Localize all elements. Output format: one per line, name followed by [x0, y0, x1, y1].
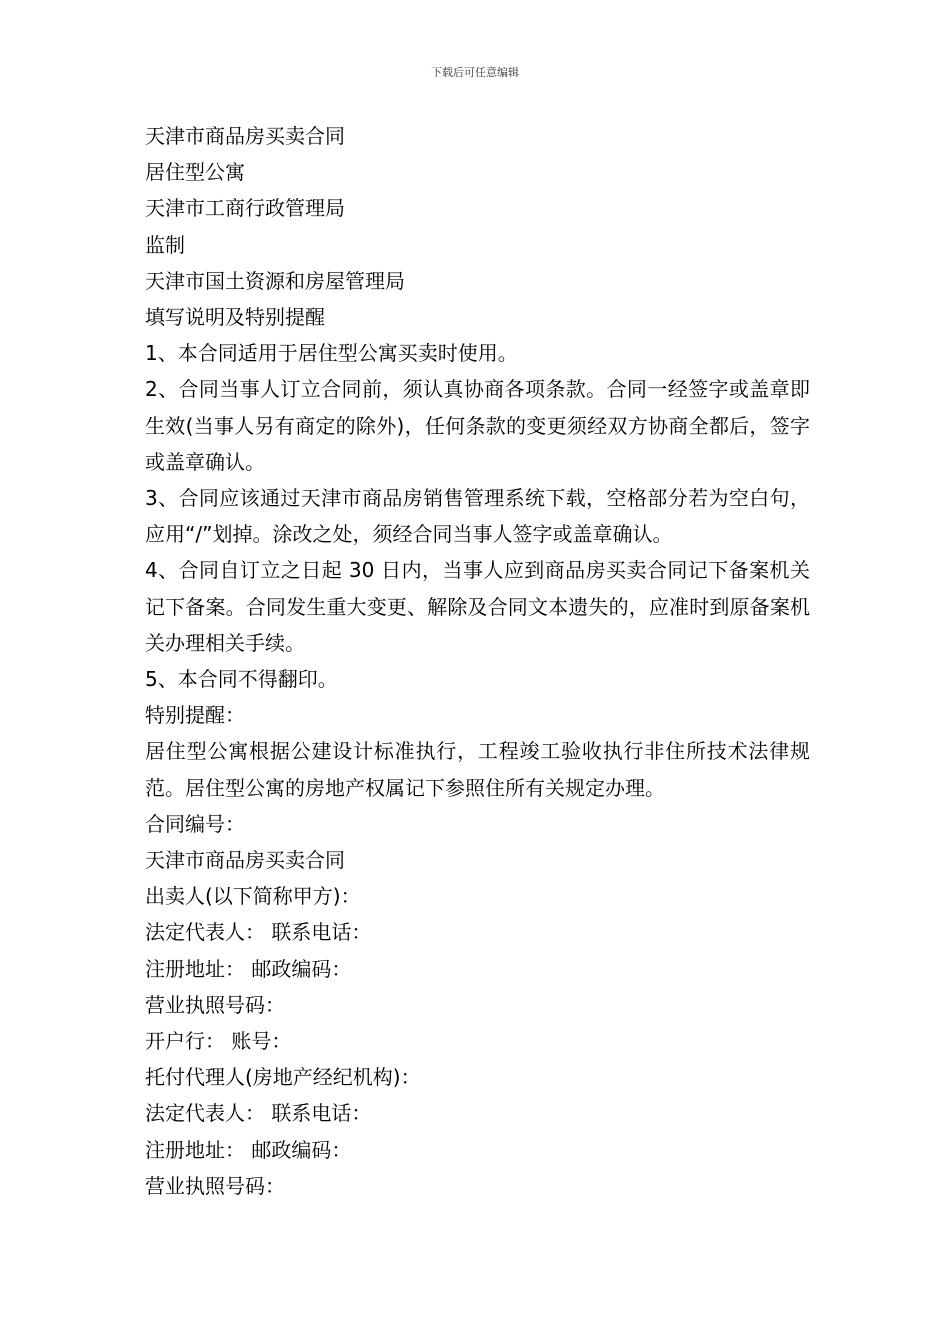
contract-number-field: 合同编号：: [145, 811, 245, 836]
issuing-authority-line: 天津市工商行政管理局: [145, 196, 345, 221]
agent-field: 托付代理人(房地产经纪机构)：: [145, 1065, 421, 1090]
instruction-item: 2、合同当事人订立合同前，须认真协商各项条款。合同一经签字或盖章即生效(当事人另有商定的除外)，任何条款的变更须经双方协商全都后，签字或盖章确认。: [145, 377, 810, 474]
special-reminder-heading: 特别提醒：: [145, 703, 245, 728]
instruction-item: 5、本合同不得翻印。: [145, 667, 338, 692]
document-body: [145, 118, 810, 1204]
form-field-line: 营业执照号码：: [145, 992, 285, 1017]
form-field-line: 注册地址： 邮政编码：: [145, 1137, 352, 1162]
contract-title: 天津市商品房买卖合同: [145, 848, 345, 873]
instruction-item: 3、合同应该通过天津市商品房销售管理系统下载，空格部分若为空白句，应用“/”划掉。涂改之处，须经合同当事人签字或盖章确认。: [145, 486, 810, 547]
form-field-line: 法定代表人： 联系电话：: [145, 1101, 372, 1126]
seller-field: 出卖人(以下简称甲方)：: [145, 884, 361, 909]
form-field-line: 开户行： 账号：: [145, 1029, 292, 1054]
section-heading: 填写说明及特别提醒: [145, 305, 325, 330]
supervision-label: 监制: [145, 232, 185, 257]
form-field-line: 法定代表人： 联系电话：: [145, 920, 372, 945]
form-field-line: 注册地址： 邮政编码：: [145, 956, 352, 981]
instruction-item: 1、本合同适用于居住型公寓买卖时使用。: [145, 341, 518, 366]
special-reminder-text: 居住型公寓根据公建设计标准执行，工程竣工验收执行非住所技术法律规范。居住型公寓的房地产权属记下参照住所有关规定办理。: [145, 739, 810, 800]
page-header-note: 下载后可任意编辑: [431, 66, 519, 79]
contract-subtitle: 居住型公寓: [145, 160, 245, 185]
form-field-line: 营业执照号码：: [145, 1173, 285, 1198]
contract-title: 天津市商品房买卖合同: [145, 124, 345, 148]
instruction-item: 4、合同自订立之日起 30 日内，当事人应到商品房买卖合同记下备案机关记下备案。合同发生重大变更、解除及合同文本遗失的，应准时到原备案机关办理相关手续。: [145, 558, 810, 655]
issuing-authority-line: 天津市国土资源和房屋管理局: [145, 268, 405, 293]
